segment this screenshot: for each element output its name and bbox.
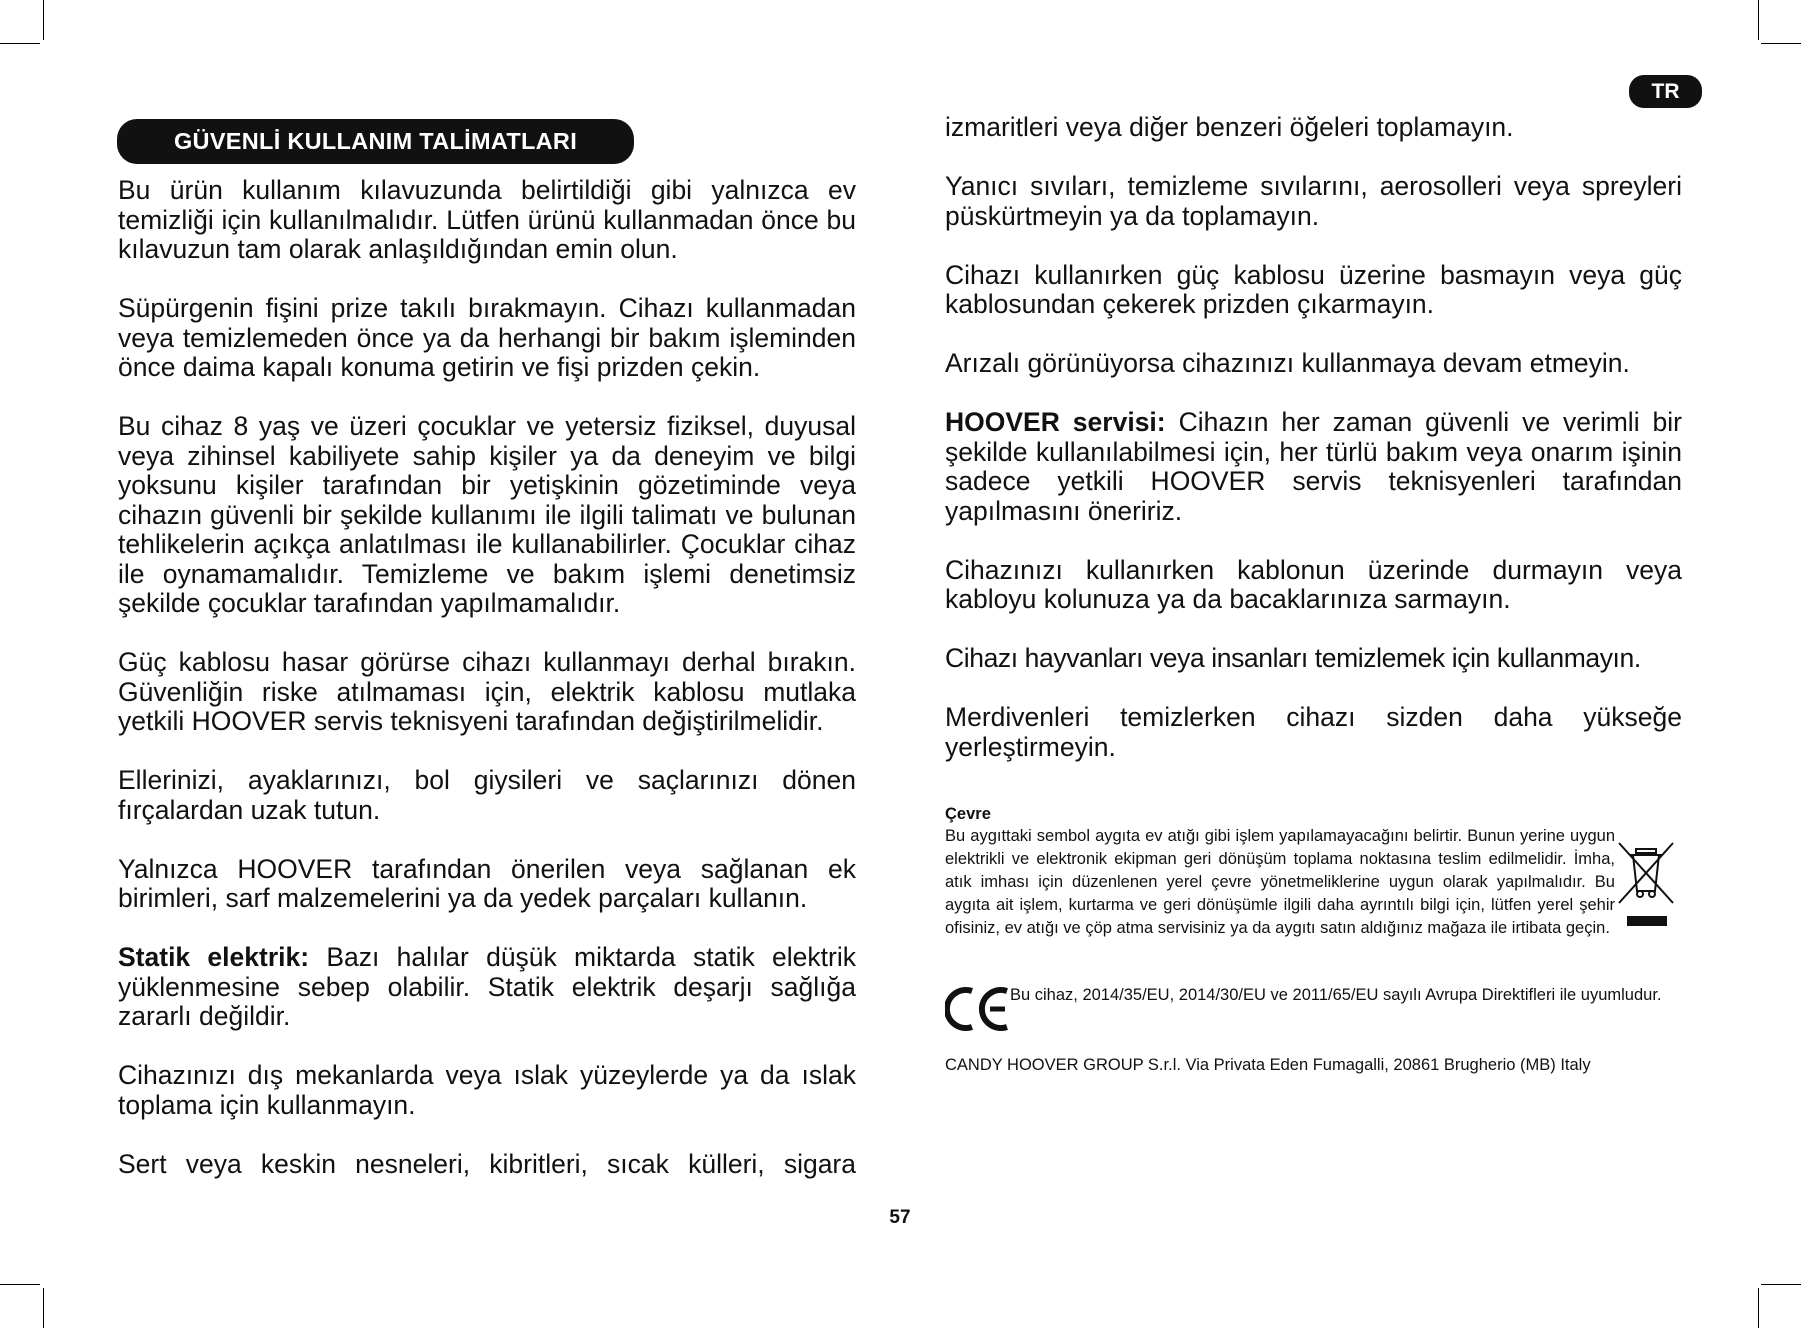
environment-text: Bu aygıttaki sembol aygıta ev atığı gibi işlem yapılamayacağını belirtir. Bunun yerine uygun elektrikli ve elektronik ekipman geri dönüşüm toplama noktasına teslim edilmelidir. İmha, atık imhası için düzenlenen yerel çevre yönetmeliklerine uygun olarak yapılmalıdır. Bu aygıta ait işlem, kurtarma ve geri dönüşümle ilgili daha ayrıntılı bilgi için, lütfen yerel şehir ofisiniz, ev atığı ve çöp atma servisiniz ya da aygıtı satın aldığınız mağaza ile irtibata geçin. bbox=[945, 827, 1615, 937]
paragraph: Ellerinizi, ayaklarınızı, bol giysileri ve saçlarınızı dönen fırçalardan uzak tutun. bbox=[118, 765, 856, 825]
paragraph: izmaritleri veya diğer benzeri öğeleri toplamayın. bbox=[945, 112, 1514, 142]
weee-crossed-bin-icon bbox=[1616, 837, 1678, 927]
paragraph-text: Bazı halılar düşük miktarda statik elektrik yüklenmesine sebep olabilir. Statik elektrik deşarjı sağlığa zararlı değildir. bbox=[118, 942, 856, 1031]
paragraph-label: Statik elektrik: bbox=[118, 942, 310, 972]
paragraph: Bu ürün kullanım kılavuzunda belirtildiği gibi yalnızca ev temizliği için kullanılmalıdır. Lütfen ürünü kullanmadan önce bu kılavuzun tam olarak anlaşıldığından emin olun. bbox=[118, 175, 856, 264]
crop-mark bbox=[1758, 1288, 1759, 1328]
right-column bbox=[945, 113, 1682, 762]
paragraph: Cihazınızı kullanırken kablonun üzerinde durmayın veya kabloyu kolunuza ya da bacaklarınıza sarmayın. bbox=[945, 554, 1682, 614]
paragraph: Sert veya keskin nesneleri, kibritleri, sıcak külleri, sigara bbox=[118, 1148, 856, 1179]
crop-mark bbox=[0, 1284, 40, 1285]
language-badge: TR bbox=[1629, 75, 1702, 108]
paragraph: Bu cihaz 8 yaş ve üzeri çocuklar ve yetersiz fiziksel, duyusal veya zihinsel kabiliyete sahip kişiler ya da deneyim ve bilgi yoksunu kişiler tarafından bir yetişkinin gözetiminde veya cihazın güvenli bir şekilde kullanımı ile ilgili talimatı ve bulunan tehlikelerin açıkça anlatılması ile kullanabilirler. Çocuklar cihaz ile oynamamalıdır. Temizleme ve bakım işlemi denetimsiz şekilde çocuklar tarafından yapılmamalıdır. bbox=[118, 411, 856, 618]
paragraph: Süpürgenin fişini prize takılı bırakmayın. Cihazı kullanmadan veya temizlemeden önce ya da herhangi bir bakım işleminden önce daima kapalı konuma getirin ve fişi prizden çekin. bbox=[118, 293, 856, 382]
paragraph: Arızalı görünüyorsa cihazınızı kullanmaya devam etmeyin. bbox=[945, 348, 1630, 378]
ce-mark-icon bbox=[945, 985, 1011, 1033]
paragraph: Yalnızca HOOVER tarafından önerilen veya sağlanan ek birimleri, sarf malzemelerini ya da yedek parçaları kullanın. bbox=[118, 853, 856, 913]
crop-mark bbox=[43, 1288, 44, 1328]
paragraph: Cihazı hayvanları veya insanları temizlemek için kullanmayın. bbox=[945, 643, 1641, 673]
paragraph bbox=[945, 408, 1682, 526]
crop-mark bbox=[1761, 43, 1801, 44]
conformity-text: Bu cihaz, 2014/35/EU, 2014/30/EU ve 2011/65/EU sayılı Avrupa Direktifleri ile uyumludur. bbox=[1010, 986, 1662, 1004]
section-title: GÜVENLİ KULLANIM TALİMATLARI bbox=[117, 119, 634, 164]
crop-mark bbox=[1761, 1284, 1801, 1285]
paragraph-label: HOOVER servisi: bbox=[945, 407, 1166, 437]
crop-mark bbox=[43, 0, 44, 40]
crop-mark bbox=[0, 43, 40, 44]
paragraph: Yanıcı sıvıları, temizleme sıvılarını, aerosolleri veya spreyleri püskürtmeyin ya da toplamayın. bbox=[945, 171, 1682, 231]
paragraph-text: Cihazın her zaman güvenli ve verimli bir şekilde kullanılabilmesi için, her türlü bakım veya onarım işinin sadece yetkili HOOVER servis teknisyenleri tarafından yapılmasını öneririz. bbox=[945, 407, 1682, 526]
environment-section bbox=[945, 803, 1615, 940]
left-column bbox=[118, 176, 856, 1179]
paragraph: Cihazı kullanırken güç kablosu üzerine basmayın veya güç kablosundan çekerek prizden çıkarmayın. bbox=[945, 259, 1682, 319]
paragraph: Cihazınızı dış mekanlarda veya ıslak yüzeylerde ya da ıslak toplama için kullanmayın. bbox=[118, 1060, 856, 1120]
paragraph bbox=[118, 943, 856, 1032]
paragraph: Güç kablosu hasar görürse cihazı kullanmayı derhal bırakın. Güvenliğin riske atılmaması için, elektrik kablosu mutlaka yetkili HOOVER servis teknisyeni tarafından değiştirilmelidir. bbox=[118, 647, 856, 736]
page-number: 57 bbox=[889, 1207, 911, 1228]
company-address: CANDY HOOVER GROUP S.r.l. Via Privata Eden Fumagalli, 20861 Brugherio (MB) Italy bbox=[945, 1056, 1591, 1074]
crop-mark bbox=[1758, 0, 1759, 40]
paragraph: Merdivenleri temizlerken cihazı sizden daha yükseğe yerleştirmeyin. bbox=[945, 702, 1682, 762]
environment-title: Çevre bbox=[945, 805, 991, 823]
